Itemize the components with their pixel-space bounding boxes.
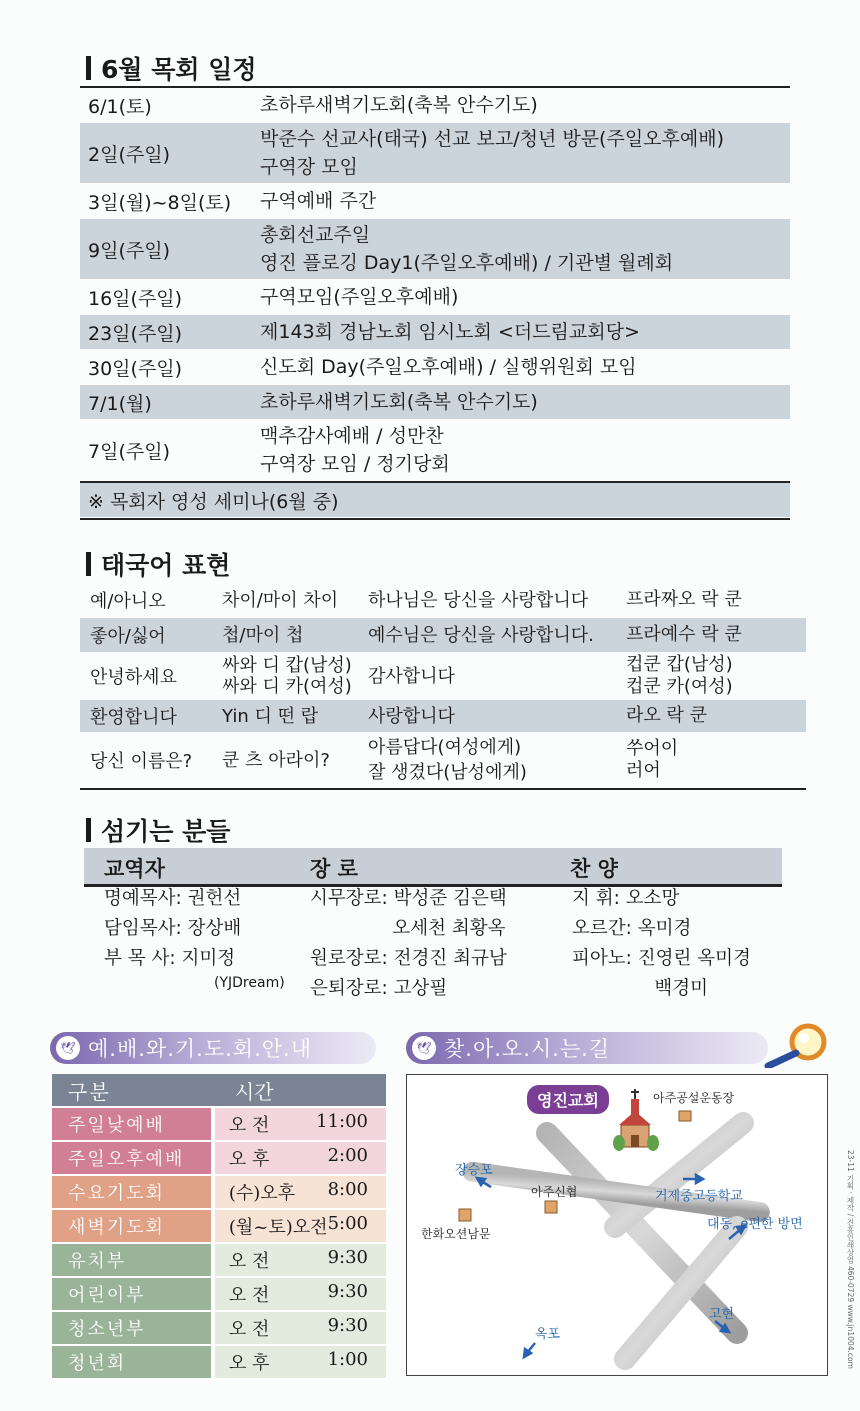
schedule-event: [260, 187, 790, 215]
worship-banner-text: 예.배.와.기.도.회.안.내: [88, 1037, 313, 1061]
service-clock: 9:30: [327, 1281, 368, 1302]
stadium-label: 아주공설운동장: [653, 1091, 735, 1105]
service-name: 새벽기도회: [52, 1210, 211, 1244]
service-time: [215, 1210, 386, 1244]
service-clock: 9:30: [327, 1315, 368, 1336]
header-time: 시간: [215, 1074, 386, 1108]
service-time: [215, 1346, 386, 1380]
pastor-line: 명예목사: 권헌선: [104, 888, 242, 909]
thai-line: 프라예수 락 쿤: [626, 624, 742, 645]
schedule-date: 6/1(토): [88, 95, 152, 118]
elders-list: [310, 884, 507, 1004]
thai-korean-cell: [368, 664, 626, 689]
servants-title-text: 섬기는 분들: [101, 817, 231, 846]
thai-thai-cell: [626, 589, 806, 611]
times-row: [52, 1108, 386, 1142]
service-ampm: 오 전: [228, 1115, 270, 1136]
schedule-date: 7/1(월): [88, 392, 152, 415]
thai-line: 하나님은 당신을 사랑합니다: [368, 589, 589, 611]
directions-banner-text: 찾.아.오.시.는.길: [444, 1037, 611, 1061]
schedule-row: [80, 315, 790, 350]
service-time-wrap: [229, 1315, 368, 1341]
service-time: [215, 1142, 386, 1176]
thai-line: 라오 락 쿤: [626, 705, 707, 726]
thai-row: [80, 732, 806, 788]
thai-line: 쿤 츠 아라이?: [222, 749, 330, 771]
header-choir: 찬 양: [570, 857, 618, 881]
thai-line: 컵쿤 카(여성): [626, 676, 733, 697]
schedule-date: 16일(주일): [88, 287, 183, 310]
thai-line: 싸와 디 캅(남성): [222, 655, 352, 676]
directions-banner: [406, 1032, 768, 1064]
thai-line: Yin 디 떤 랍: [222, 705, 319, 727]
aju-shinhyup-label: 아주신협: [531, 1185, 578, 1199]
thai-korean-cell: [368, 623, 626, 648]
thai-line: 프라짜오 락 쿤: [626, 589, 742, 610]
servants-title: [86, 812, 230, 848]
times-row: [52, 1210, 386, 1244]
schedule-date: 30일(주일): [88, 357, 183, 380]
thai-thai-cell: [626, 654, 806, 698]
thai-thai-cell: [626, 624, 806, 646]
schedule-note-row: [80, 481, 790, 518]
pastor-line: 부 목 사: 지미정: [104, 948, 236, 969]
schedule-event: [260, 353, 790, 381]
service-ampm: 오 전: [228, 1319, 270, 1340]
header-pastors: 교역자: [104, 857, 165, 881]
schedule-date: 7일(주일): [88, 440, 170, 463]
thai-thai-cell: [222, 625, 368, 646]
header-category: 구분: [52, 1074, 211, 1108]
times-row: [52, 1142, 386, 1176]
thai-korean: 환영합니다: [90, 707, 177, 728]
service-name: 유치부: [52, 1244, 211, 1278]
service-time: [215, 1244, 386, 1278]
thai-row: [80, 700, 806, 732]
thai-line: 컵쿤 캅(남성): [626, 654, 733, 675]
elder-line: 오세천 최황옥: [310, 918, 506, 939]
times-row: [52, 1244, 386, 1278]
schedule-date: 9일(주일): [88, 239, 170, 262]
worship-times-table: [52, 1074, 386, 1380]
thai-line: 러어: [626, 760, 661, 781]
thai-thai-cell: [222, 655, 368, 697]
okpo-label: 옥포: [535, 1327, 561, 1342]
church-label: 영진교회: [527, 1085, 609, 1114]
schedule-event-line: 신도회 Day(주일오후예배) / 실행위원회 모임: [260, 356, 637, 378]
thai-korean: 좋아/싫어: [90, 626, 166, 647]
schedule-event-line: 구역장 모임 / 정기당회: [260, 453, 450, 475]
schedule-row: [80, 88, 790, 123]
thai-korean: 당신 이름은?: [90, 751, 193, 772]
elder-line: 원로장로: 전경진 최규남: [310, 948, 507, 969]
thai-line: 예수님은 당신을 사랑합니다.: [368, 624, 594, 646]
thai-row: [80, 652, 806, 700]
schedule-table: [80, 86, 790, 520]
thai-title-text: 태국어 표현: [101, 551, 231, 580]
choir-list: [572, 884, 751, 1004]
daedong-label: 대동, e편한 방면: [707, 1217, 803, 1232]
thai-line: 아름답다(여성에게): [368, 737, 522, 758]
schedule-event: [260, 388, 790, 416]
service-ampm: 오 후: [228, 1353, 270, 1374]
elder-line: 시무장로: 박성준 김은택: [310, 888, 507, 909]
times-row: [52, 1346, 386, 1380]
schedule-event-line: 박준수 선교사(태국) 선교 보고/청년 방문(주일오후예배): [260, 128, 724, 150]
times-row: [52, 1176, 386, 1210]
schedule-row: [80, 280, 790, 315]
service-name: 주일오후예배: [52, 1142, 211, 1176]
thai-korean-cell: [368, 588, 626, 613]
thai-title: [86, 546, 230, 582]
schedule-event-line: 구역예배 주간: [260, 190, 377, 212]
schedule-row: [80, 420, 790, 481]
times-header-row: [52, 1074, 386, 1108]
schedule-event-line: 구역모임(주일오후예배): [260, 286, 459, 308]
service-time-wrap: [229, 1179, 368, 1205]
thai-thai-cell: [626, 738, 806, 782]
choir-line: 지 휘: 오소망: [572, 888, 680, 909]
choir-line: 피아노: 진영린 옥미경: [572, 948, 751, 969]
schedule-event: [260, 318, 790, 346]
thai-korean: 안녕하세요: [90, 667, 177, 688]
schedule-date: 3일(월)~8일(토): [88, 191, 232, 214]
service-ampm: 오 전: [228, 1285, 270, 1306]
schedule-note: ※ 목회자 영성 세미나(6월 중): [88, 490, 339, 513]
servants-section: [84, 848, 782, 887]
worship-banner: [50, 1032, 376, 1064]
service-time: [215, 1278, 386, 1312]
schedule-event-line: 구역장 모임: [260, 156, 358, 178]
building-icon: [459, 1209, 471, 1221]
thai-thai-cell: [222, 750, 368, 771]
schedule-row: [80, 219, 790, 280]
service-time: [215, 1312, 386, 1346]
service-time: [215, 1108, 386, 1142]
thai-thai-cell: [626, 705, 806, 727]
schedule-row: [80, 350, 790, 385]
schedule-title-text: 6월 목회 일정: [101, 55, 257, 84]
service-time-wrap: [229, 1145, 368, 1171]
thai-line: 감사합니다: [368, 665, 455, 687]
thai-row: [80, 582, 806, 618]
service-clock: 5:00: [327, 1213, 368, 1234]
service-name: 청소년부: [52, 1312, 211, 1346]
service-time: [215, 1176, 386, 1210]
dove-icon: 🕊: [56, 1036, 80, 1060]
thai-korean-cell: [368, 704, 626, 729]
service-time-wrap: [229, 1349, 368, 1375]
service-ampm: (월~토)오전: [228, 1217, 328, 1238]
jangseungpo-label: 장승포: [455, 1163, 493, 1178]
service-name: 주일낮예배: [52, 1108, 211, 1142]
schedule-event-line: 맥추감사예배 / 성만찬: [260, 425, 444, 447]
choir-line: 오르간: 옥미경: [572, 918, 692, 939]
service-ampm: 오 후: [228, 1149, 270, 1170]
title-bar: [86, 818, 91, 842]
schedule-title: [86, 50, 257, 86]
schedule-date: 2일(주일): [88, 143, 170, 166]
choir-line: 백경미: [572, 978, 708, 999]
dove-icon: 🕊: [412, 1036, 436, 1060]
service-name: 수요기도회: [52, 1176, 211, 1210]
service-ampm: (수)오후: [228, 1183, 296, 1204]
service-time-wrap: [229, 1111, 368, 1137]
thai-korean: 예/아니오: [90, 591, 166, 612]
service-clock: 8:00: [327, 1179, 368, 1200]
service-clock: 2:00: [327, 1145, 368, 1166]
service-clock: 9:30: [327, 1247, 368, 1268]
pastors-list: [104, 884, 285, 992]
thai-table: [80, 582, 806, 790]
schedule-event-line: 제143회 경남노회 임시노회 <더드림교회당>: [260, 321, 640, 343]
thai-line: 쑤어이: [626, 738, 679, 759]
schedule-event-line: 영진 플로깅 Day1(주일오후예배) / 기관별 월례회: [260, 252, 674, 274]
side-note: 23-11 기획 · 제작 / 진흥인쇄상업 460-0729 www.jn1004.com: [846, 1150, 855, 1369]
thai-line: 싸와 디 카(여성): [222, 676, 352, 697]
pastor-line: 담임목사: 장상배: [104, 918, 242, 939]
schedule-event-line: 초하루새벽기도회(축복 안수기도): [260, 391, 538, 413]
service-ampm: 오 전: [228, 1251, 270, 1272]
times-row: [52, 1312, 386, 1346]
schedule-date: 23일(주일): [88, 322, 183, 345]
schedule-event: [260, 91, 790, 119]
service-clock: 1:00: [327, 1349, 368, 1370]
hanhwa-label: 한화오션남문: [421, 1227, 491, 1241]
schedule-row: [80, 123, 790, 184]
thai-row: [80, 618, 806, 652]
times-row: [52, 1278, 386, 1312]
thai-korean-cell: [368, 735, 626, 785]
service-name: 어린이부: [52, 1278, 211, 1312]
service-time-wrap: [229, 1213, 368, 1239]
header-elders: 장 로: [310, 857, 358, 881]
schedule-event: [260, 125, 790, 181]
service-name: 청년회: [52, 1346, 211, 1380]
elder-line: 은퇴장로: 고상필: [310, 978, 448, 999]
schedule-row: [80, 385, 790, 420]
title-bar: [86, 552, 91, 576]
schedule-event-line: 초하루새벽기도회(축복 안수기도): [260, 94, 538, 116]
schedule-event: [260, 283, 790, 311]
title-bar: [86, 56, 91, 80]
thai-line: 사랑합니다: [368, 705, 455, 727]
thai-thai-cell: [222, 706, 368, 727]
building-icon: [545, 1201, 557, 1213]
thai-line: 첩/마이 첩: [222, 624, 304, 646]
schedule-event: [260, 422, 790, 478]
thai-line: 잘 생겼다(남성에게): [368, 762, 527, 783]
service-time-wrap: [229, 1247, 368, 1273]
gohyeon-label: 고현: [709, 1307, 735, 1322]
thai-line: 차이/마이 차이: [222, 589, 339, 611]
service-clock: 11:00: [316, 1111, 368, 1132]
building-icon: [679, 1111, 691, 1121]
schedule-event-line: 총회선교주일: [260, 224, 371, 246]
geoje-school-label: 거제중고등학교: [655, 1189, 743, 1204]
servants-header: [84, 848, 782, 887]
pastor-note: (YJDream): [214, 975, 285, 991]
schedule-row: [80, 184, 790, 219]
schedule-event: [260, 221, 790, 277]
service-time-wrap: [229, 1281, 368, 1307]
directions-map: [406, 1074, 828, 1376]
magnifier-icon: [762, 1022, 828, 1068]
thai-thai-cell: [222, 590, 368, 611]
